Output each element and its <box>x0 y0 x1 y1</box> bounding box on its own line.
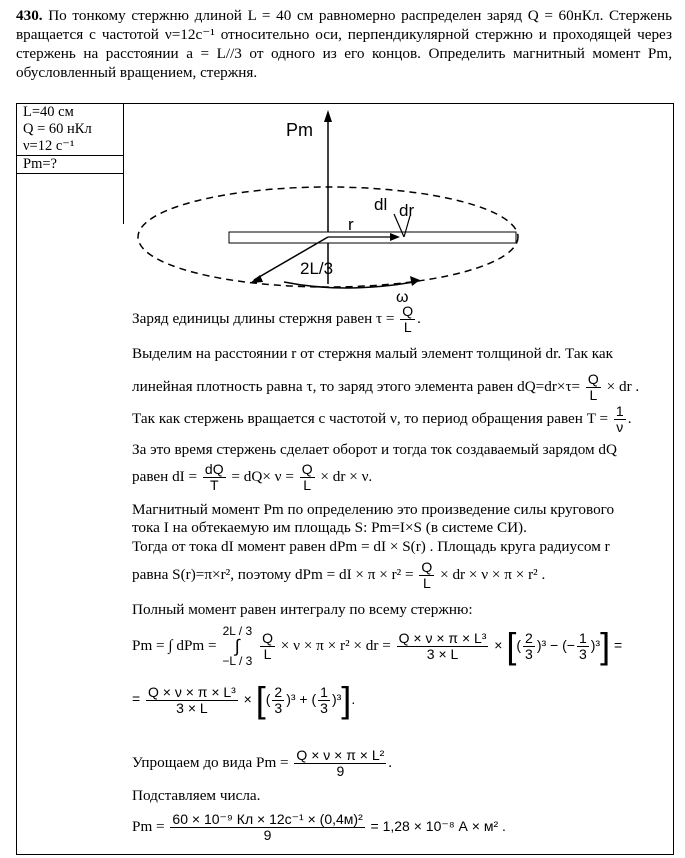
given-block <box>17 104 124 174</box>
tau-fraction: $\frac{Q}{L}$ <box>402 303 414 335</box>
dq-fraction: $\frac{Q}{L}$ <box>587 371 599 403</box>
solution-line-13: = $\frac{\text{Q × ν × π × L³}}{3 \times L}$ × [( $\frac{2}{3}$ )³ + ( $\frac{1}{3}$ )³]. <box>132 679 356 720</box>
dpm-fraction: $\frac{Q}{L}$ <box>421 559 433 591</box>
period-fraction: $\frac{1}{\nu}$ <box>615 403 624 435</box>
label-r: r <box>348 215 354 234</box>
solution-line-10: равна S(r)=π×r², поэтому dPm = dI × π × r² = $\frac{Q}{L}$ × dr × ν × π × r² . <box>132 559 546 591</box>
solution-line-7: Магнитный момент Pm по определению это произведение силы кругового <box>132 501 615 518</box>
integral-limits: 2L / 3 ∫ −L / 3 <box>222 624 253 668</box>
current-fraction-1: $\frac{dQ}{T}$ <box>204 461 224 493</box>
label-dr: dr <box>399 201 415 220</box>
current-fraction-2: $\frac{Q}{L}$ <box>301 461 313 493</box>
problem-text: По тонкому стержню длиной L = 40 см равномерно распределен заряд Q = 60нКл. Стержень вращается с частотой ν=12с⁻¹ относительно оси, перпендикулярной стержню и проходящей через стержень на расстоянии a = L//3 от одного из его концов. Определить магнитный момент Pm, обусловленный вращением, стержня. <box>16 7 672 81</box>
solution-line-9: Тогда от тока dI момент равен dPm = dI × S(r) . Площадь круга радиусом r <box>132 538 610 555</box>
simplified-fraction: $\frac{\text{Q × ν × π × L²}}{9}$ <box>296 747 385 779</box>
solution-line-5: За это время стержень сделает оборот и тогда ток создаваемый зарядом dQ <box>132 441 617 458</box>
solution-text <box>132 104 672 854</box>
problem-number: 430. <box>16 7 43 24</box>
charge-density-text: Заряд единицы длины стержня равен τ = <box>132 309 395 327</box>
solution-line-3: линейная плотность равна τ, то заряд этого элемента равен dQ=dr×τ= $\frac{Q}{L}$ × dr . <box>132 371 640 403</box>
solution-line-1: Заряд единицы длины стержня равен τ = $\frac{Q}{L}$ . <box>132 303 421 335</box>
solution-line-4: Так как стержень вращается с частотой ν, то период обращения равен T = $\frac{1}{\nu}$ . <box>132 403 632 435</box>
given-charge: Q = 60 нКл <box>23 121 92 137</box>
label-pm: Pm <box>286 120 313 140</box>
solution-line-16: Pm = $\frac{\text{60 × 10⁻⁹ Кл × 12с⁻¹ × (0,4м)²}}{9}$ = 1,28 × 10⁻⁸ А × м² . <box>132 811 506 843</box>
find-value: Pm=? <box>17 156 123 174</box>
integrand-fraction: $\frac{Q}{L}$ <box>262 630 273 662</box>
label-dl: dl <box>374 195 388 214</box>
solution-line-15: Подставляем числа. <box>132 787 261 804</box>
solution-line-14: Упрощаем до вида Pm = $\frac{\text{Q × ν × π × L²}}{9}$ . <box>132 747 393 779</box>
solution-line-8: тока I на обтекаемую им площадь S: Pm=I×S (в системе СИ). <box>132 519 527 536</box>
integral-result-fraction: $\frac{\text{Q × ν × π × L³}}{3 \times L}$ <box>398 630 487 662</box>
numeric-fraction: $\frac{\text{60 × 10⁻⁹ Кл × 12с⁻¹ × (0,4м)²}}{9}$ <box>172 811 363 843</box>
result-fraction-2: $\frac{\text{Q × ν × π × L³}}{3 \times L}$ <box>147 683 236 716</box>
solution-frame <box>16 103 674 855</box>
solution-line-2: Выделим на расстоянии r от стержня малый элемент толщиной dr. Так как <box>132 345 614 362</box>
problem-statement <box>16 6 672 82</box>
solution-line-12: Pm = ∫ dPm = 2L / 3 ∫ −L / 3 $\frac{Q}{L}$ × ν × π × r² × dr = $\frac{\text{Q × ν × π × L³}}{3 \times L}$ × [( $\frac{2}{3}$ )³ − (− $\frac{1}{3}$ )³] = <box>132 624 623 668</box>
solution-line-6: равен dI = $\frac{dQ}{T}$ = dQ× ν = $\frac{Q}{L}$ × dr × ν. <box>132 461 373 493</box>
given-length: L=40 см <box>23 104 74 120</box>
label-radius: 2L/3 <box>300 259 334 278</box>
label-omega: ω <box>396 289 409 304</box>
solution-line-11: Полный момент равен интегралу по всему стержню: <box>132 601 473 618</box>
given-frequency: ν=12 с⁻¹ <box>17 138 123 156</box>
